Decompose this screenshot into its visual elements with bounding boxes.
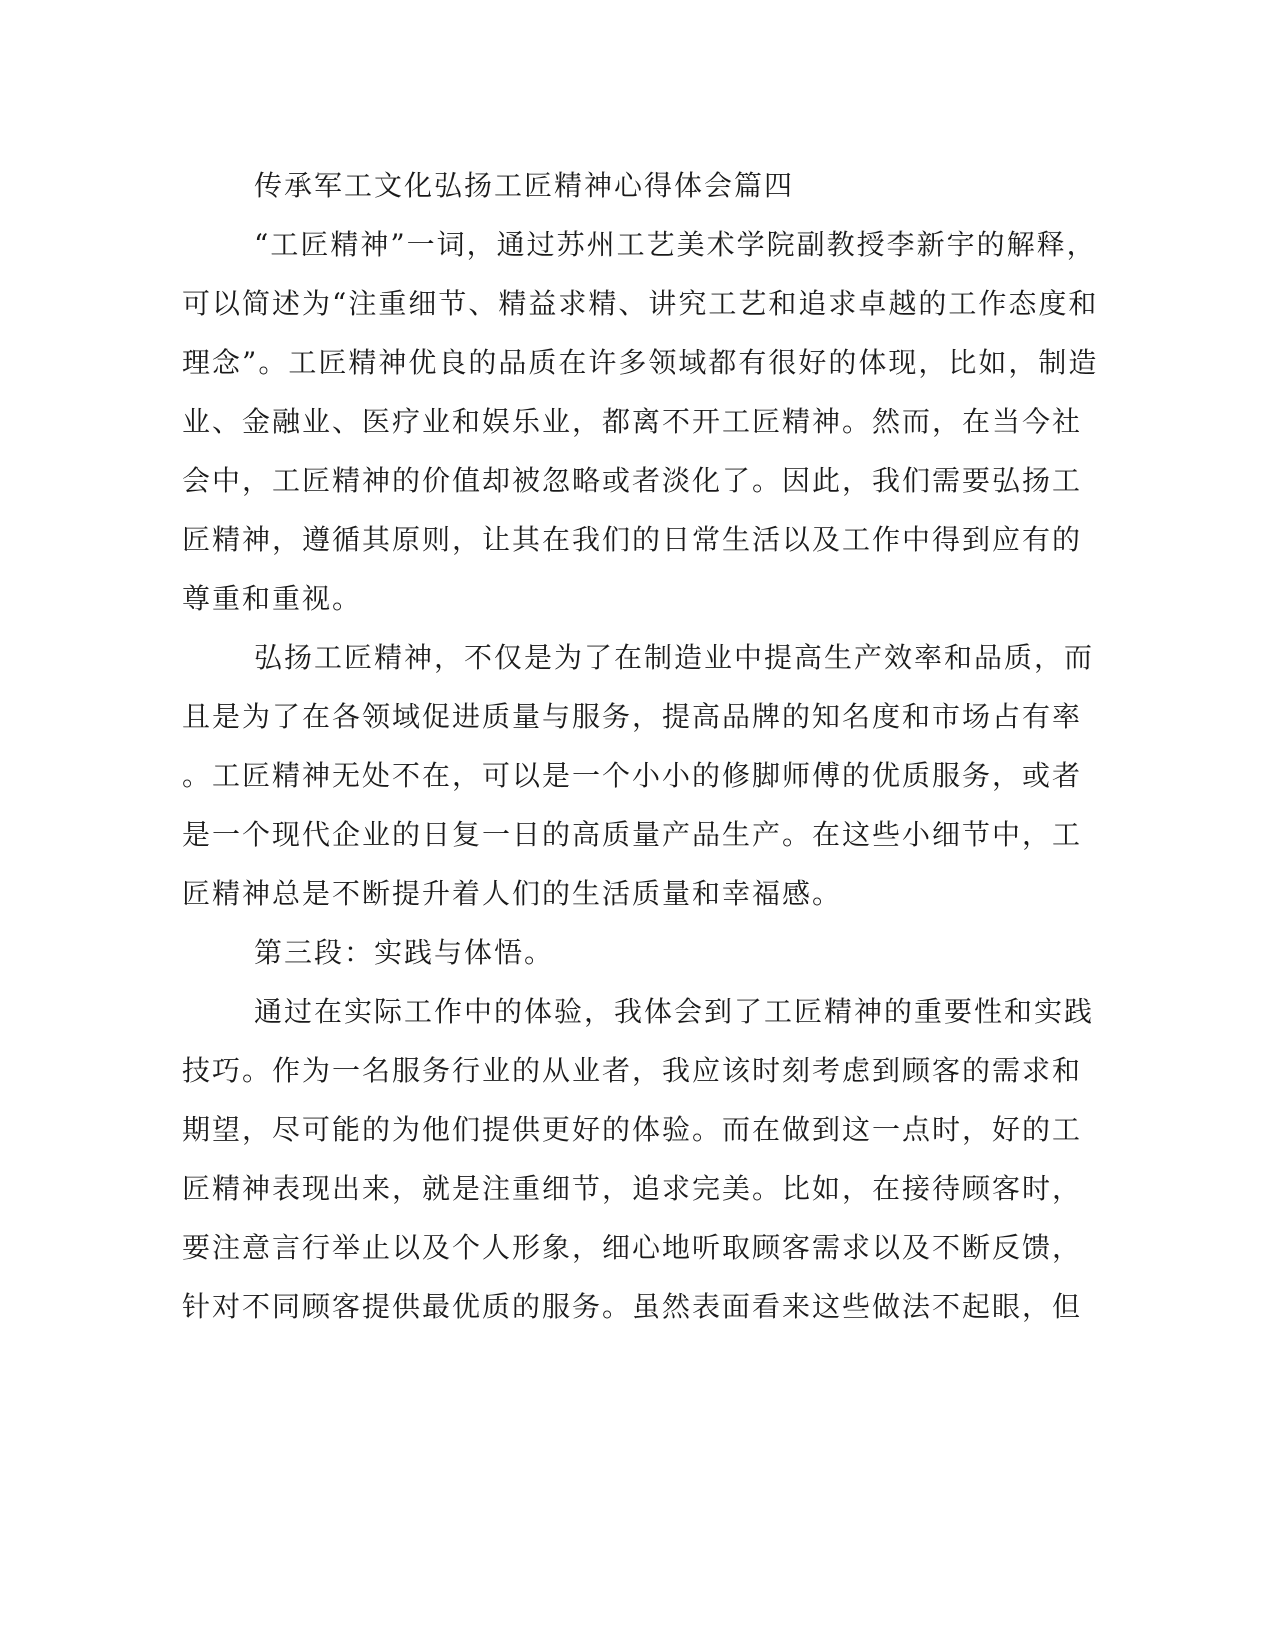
- paragraph-line: 匠精神，遵循其原则，让其在我们的日常生活以及工作中得到应有的: [182, 523, 1083, 556]
- section-heading-text: 第三段：实践与体悟。: [254, 936, 555, 969]
- section-heading: [182, 923, 1030, 982]
- document-body: [182, 156, 1099, 1336]
- paragraph-line: 通过在实际工作中的体验，我体会到了工匠精神的重要性和实践: [254, 995, 1095, 1028]
- paragraph-2: [182, 628, 1095, 923]
- paragraph-line: 技巧。作为一名服务行业的从业者，我应该时刻考虑到顾客的需求和: [182, 1054, 1083, 1087]
- paragraph-line: 要注意言行举止以及个人形象，细心地听取顾客需求以及不断反馈，: [182, 1231, 1083, 1264]
- paragraph-line: 弘扬工匠精神，不仅是为了在制造业中提高生产效率和品质，而: [254, 641, 1095, 674]
- paragraph-line: 针对不同顾客提供最优质的服务。虽然表面看来这些做法不起眼，但: [182, 1290, 1083, 1323]
- paragraph-line: 是一个现代企业的日复一日的高质量产品生产。在这些小细节中，工: [182, 818, 1083, 851]
- paragraph-line: 且是为了在各领域促进质量与服务，提高品牌的知名度和市场占有率: [182, 700, 1083, 733]
- document-title: 传承军工文化弘扬工匠精神心得体会篇四: [254, 169, 795, 202]
- paragraph-line: 。工匠精神无处不在，可以是一个小小的修脚师傅的优质服务，或者: [182, 759, 1083, 792]
- paragraph-line: “工匠精神”一词，通过苏州工艺美术学院副教授李新宇的解释，: [254, 228, 1097, 261]
- paragraph-line: 匠精神总是不断提升着人们的生活质量和幸福感。: [182, 877, 843, 910]
- paragraph-1: [182, 215, 1099, 628]
- paragraph-3: [182, 982, 1095, 1336]
- paragraph-line: 期望，尽可能的为他们提供更好的体验。而在做到这一点时，好的工: [182, 1113, 1083, 1146]
- paragraph-line: 匠精神表现出来，就是注重细节，追求完美。比如，在接待顾客时，: [182, 1172, 1083, 1205]
- paragraph-line: 理念”。工匠精神优良的品质在许多领域都有很好的体现，比如，制造: [182, 346, 1099, 379]
- paragraph-line: 会中，工匠精神的价值却被忽略或者淡化了。因此，我们需要弘扬工: [182, 464, 1083, 497]
- paragraph-line: 尊重和重视。: [182, 582, 363, 615]
- paragraph-line: 可以简述为“注重细节、精益求精、讲究工艺和追求卓越的工作态度和: [182, 287, 1099, 320]
- paragraph-line: 业、金融业、医疗业和娱乐业，都离不开工匠精神。然而，在当今社: [182, 405, 1083, 438]
